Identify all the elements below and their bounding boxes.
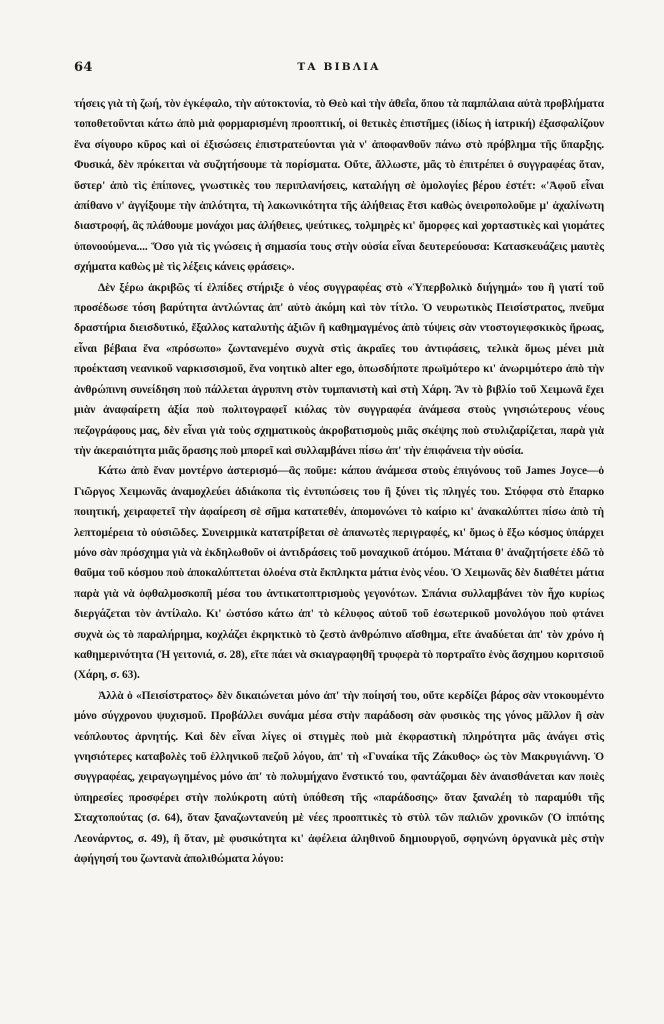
- paragraph-4: Ἀλλὰ ὁ «Πεισίστρατος» δὲν δικαιώνεται μόνο ἀπ' τὴν ποίησή του, οὔτε κερδίζει βάρος σὰν ντοκουμέντο μόνο σύγχρονου ψυχισμοῦ. Προβάλλει συνάμα μέσα στὴν παράδοση σὰν φυσικὸς της γόνος μᾶλλον ἢ σὰν νεόπλουτος ἀρνητής. Καὶ δὲν εἶναι λίγες οἱ στιγμὲς ποὺ μιὰ ἐκφραστικὴ πληρότητα μᾶς ἀνάγει στὶς γνησιότερες καταβολὲς τοῦ ἑλληνικοῦ πεζοῦ λόγου, ἀπ' τὴ «Γυναίκα τῆς Ζάκυθος» ὡς τὸν Μακρυγιάννη. Ὁ συγγραφέας, χειραγωγημένος μόνο ἀπ' τὸ πολυμήχανο ἔνστικτό του, φαντάζομαι δὲν ἀναισθάνεται καν ποιὲς ὑπηρεσίες προσφέρει στὴν πολύκροτη αὐτὴ ὑπόθεση τῆς «παράδοσης» ὅταν ξαναλέη τὸ παραμύθι τῆς Σταχτοπούτας (σ. 64), ὅταν ξαναζωντανεύη μὲ νέες προοπτικὲς τὸ στὺλ τῶν παλιῶν χρονικῶν (Ὁ ἱππότης Λεονάρντος, σ. 49), ἢ ὅταν, μὲ φυσικότητα κι' ἀφέλεια ἀληθινοῦ δημιουργοῦ, σφηνώνη ὀργανικὰ μὲς στὴν ἀφήγησή του ζωντανὰ ἀπολιθώματα λόγου:: [74, 689, 604, 866]
- paragraph-3: Κάτω ἀπὸ ἕναν μοντέρνο ἀστερισμό—ἂς ποῦμε: κάπου ἀνάμεσα στοὺς ἐπιγόνους τοῦ James Joyce—ὁ Γιῶργος Χειμωνᾶς ἀναμοχλεύει ἀδιάκοπα τὶς ἐντυπώσεις του ἢ ξύνει τὶς πληγές του. Στόφφα στὸ ἔπαρκο ποιητική, χειραφετεῖ τὴν ἀφαίρεση σὲ σῆμα κατατεθέν, ἀπομονώνει τὸ καίριο κι' ἀνακαλύπτει πίσω ἀπὸ τὴ λεπτομέρεια τὸ οὐσιῶδες. Συνειρμικὰ κατατρίβεται σὲ ἀπανωτὲς περιγραφές, κι' ὅμως ὁ ἔξω κόσμος ὑπάρχει μόνο σὰν πρόσχημα γιὰ νὰ ἐκδηλωθοῦν οἱ ἀντιδράσεις τοῦ μοναχικοῦ ἀτόμου. Μάταια θ' ἀναζητήσετε ἐδῶ τὸ θαῦμα τοῦ κόσμου ποὺ ἀποκαλύπτεται ὁλοένα στὰ ἔκπληκτα μάτια ἑνὸς νέου. Ὁ Χειμωνᾶς δὲν διαθέτει μάτια παρὰ γιὰ νὰ ὀφθαλμοσκοπῆ μέσα του ἀντικατοπτρισμοὺς γεγονότων. Σπάνια συλλαμβάνει τὸν ἦχο κυρίως διεργάζεται τὸν ἀντίλαλο. Κι' ὡστόσο κάτω ἀπ' τὸ κέλυφος αὐτοῦ τοῦ ἐσωτερικοῦ μονολόγου ποὺ φτάνει συχνὰ ὡς τὸ παραλήρημα, κοχλάζει ἐκρηκτικὸ τὸ ζεστὸ ἀνθρώπινο αἴσθημα, εἴτε ἀναδύεται ἀπ' τὸν χρόνο ἡ καθημερινότητα (Ἡ γειτονιά, σ. 28), εἴτε πάει νὰ σκιαγραφηθῆ τρυφερὰ τὸ πορτραῖτο ἑνὸς ἄσχημου κοριτσιοῦ (Χάρη, σ. 63).: [74, 465, 604, 682]
- paragraph-2: Δὲν ξέρω ἀκριβῶς τί ἐλπίδες στήριξε ὁ νέος συγγραφέας στὸ «Ὑπερβολικὸ διήγημά» του ἢ γιατί τοῦ προσέδωσε τόση βαρύτητα ἀντλώντας ἀπ' αὐτὸ ἀκόμη καὶ τὸν τίτλο. Ὁ νευρωτικὸς Πεισίστρατος, πνεῦμα δραστήρια διεισδυτικό, ἔξαλλος καταλυτὴς ἀξιῶν ἢ καθημαγμένος ἀπὸ τύψεις σὰν ντοστογιεφσκικὸς ἥρωας, εἶναι βέβαια ἕνα «πρόσωπο» ζωντανεμένο συχνὰ στὶς ἀκραῖες του ἀντιφάσεις, τελικὰ ὅμως μένει μιὰ προέκταση νεανικοῦ ναρκισσισμοῦ, ἕνα νοητικὸ alter ego, ὁπωσδήποτε πρωϊμότερο κι' ἀνωριμότερο ἀπὸ τὴν ἀνθρώπινη συνείδηση ποὺ πάλλεται ἀγρυπνη στὸν τυμπανιστὴ καὶ στὴ Χάρη. Ἂν τὸ βιβλίο τοῦ Χειμωνᾶ ἔχει μιὰν ἀναφαίρετη ἀξία ποὺ πολιτογραφεῖ κιόλας τὸν συγγραφέα ἀνάμεσα στοὺς γνησιώτερους νέους πεζογράφους μας, δὲν εἶναι γιὰ τοὺς σχηματικοὺς ἀκροβατισμοὺς μιᾶς σκέψης ποὺ στυλιζαρίζεται, παρὰ γιὰ τὴν ἀκεραιότητα μιᾶς ὅρασης ποὺ μπορεῖ καὶ συλλαμβάνει πίσω ἀπ' τὴν ἐπιφάνεια τὴν οὐσία.: [74, 281, 604, 457]
- page: [74, 60, 604, 869]
- running-title: ΤΑ ΒΙΒΛΙΑ: [297, 61, 381, 73]
- page-header: [74, 60, 604, 84]
- page-number: 64: [74, 60, 93, 75]
- paragraph-1: τήσεις γιὰ τὴ ζωή, τὸν ἐγκέφαλο, τὴν αὐτοκτονία, τὸ Θεὸ καὶ τὴν ἀθεΐα, ὅπου τὰ παμπάλαια αὐτὰ προβλήματα τοποθετοῦνται κάτω ἀπὸ μιὰ φορμαρισμένη προοπτική, οἱ θετικὲς ἐπιστῆμες (ἰδίως ἡ ἰατρική) ἐξασφαλίζουν ἕνα σίγουρο κῦρος καὶ οἱ ἐξισώσεις ἐπιστρατεύονται γιὰ ν' ἀποφανθοῦν πάνω στὸ πρόβλημα τῆς ὕπαρξης. Φυσικά, δὲν πρόκειται νὰ συζητήσουμε τὰ πορίσματα. Οὔτε, ἄλλωστε, μᾶς τὸ ἐπιτρέπει ὁ συγγραφέας ὅταν, ὕστερ' ἀπὸ τὶς ἐπίπονες, γνωστικὲς του περιπλανήσεις, καταλήγη σὲ ὁμολογίες βέρου ἐστέτ: «'Ἀφοῦ εἶναι ἀπίθανο ν' ἀγγίξουμε τὴν ἁπλότητα, τὴ λακωνικότητα τῆς ἀλήθειας ἔτσι καθὼς ὀνειροπολοῦμε μ' ἀχαλίνωτη διαστροφή, ἂς πλάθουμε μονάχοι μας ἀλήθειες, ψεύτικες, τολμηρὲς κι' ὄμορφες καὶ χορταστικὲς καὶ γιομάτες ὑπονοούμενα.... Ὅσο γιὰ τὶς γνώσεις ἡ σημασία τους στὴν οὐσία εἶναι δευτερεύουσα: Κατασκευάζεις μαυτὲς σχήματα καθὼς μὲ τὶς λέξεις κάνεις φράσεις».: [74, 98, 604, 274]
- article-body: [74, 94, 604, 869]
